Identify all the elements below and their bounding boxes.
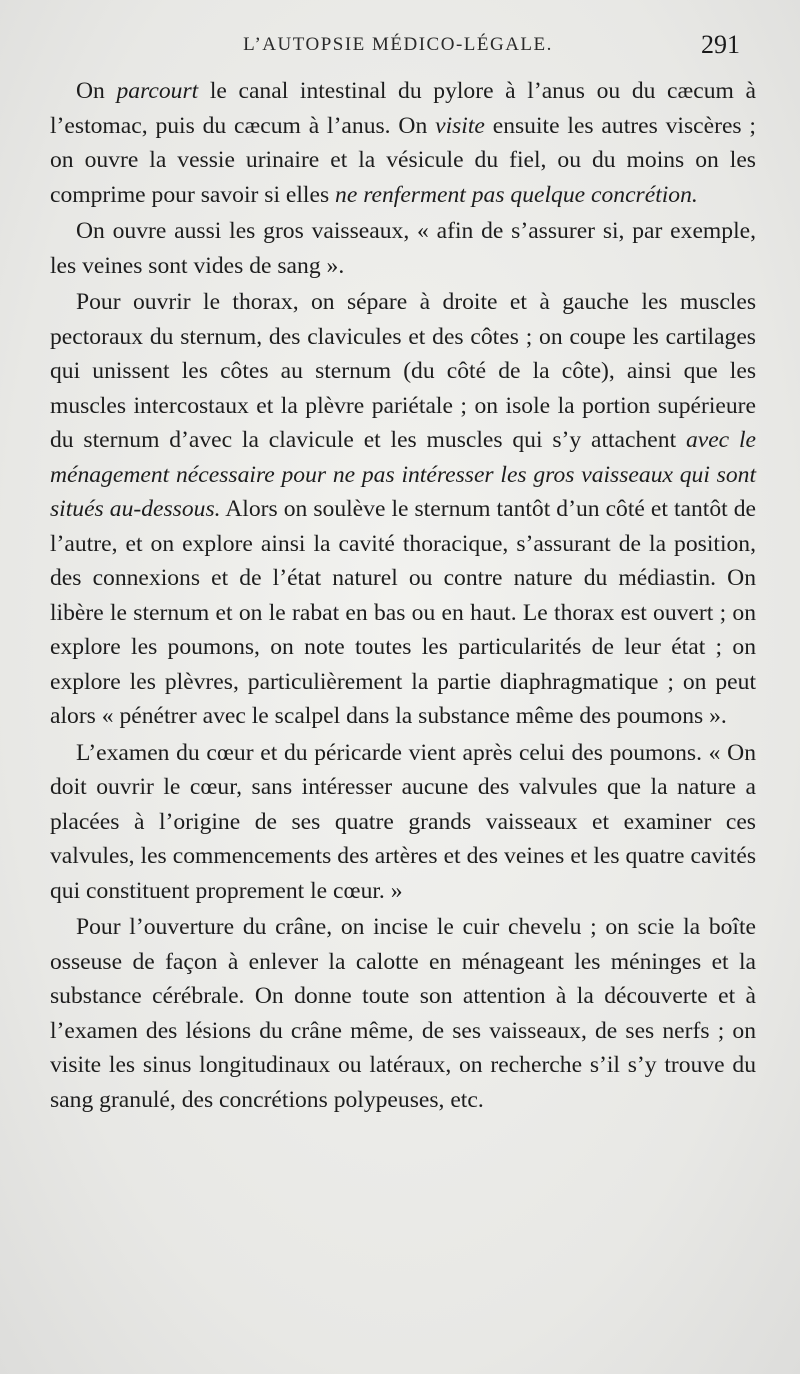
text-segment: Pour l’ouverture du crâne, on incise le cuir chevelu ; on scie la boîte osseuse de façon à enlever la calotte en ménageant les méninges et la substance cérébrale. On donne toute son attention à la découverte et à l’examen des lésions du crâne même, de ses vaisseaux, de ses nerfs ; on visite les sinus longitudinaux ou latéraux, on recherche s’il s’y trouve du sang granulé, des concrétions polypeuses, etc. xyxy=(50,914,756,1113)
text-segment: On xyxy=(76,78,117,104)
text-segment: L’examen du cœur et du péricarde vient après celui des poumons. « On doit ouvrir le cœur, sans intéresser aucune des valvules que la nature a placées à l’origine de ses quatre grands vaisseaux et examiner ces valvules, les commencements des artères et des veines et les quatre cavités qui constituent proprement le cœur. » xyxy=(50,739,756,904)
text-segment: On ouvre aussi les gros vaisseaux, « afin de s’assurer si, par exemple, les veines sont vides de sang ». xyxy=(50,218,756,279)
text-segment: Alors on soulève le sternum tantôt d’un côté et tantôt de l’autre, et on explore ainsi la cavité thoracique, s’assurant de la position, des connexions et de l’état naturel ou contre nature du médiastin. On libère le sternum et on le rabat en bas ou en haut. Le thorax est ouvert ; on explore les poumons, on note toutes les particularités de leur état ; on explore les plèvres, particulièrement la partie diaphragmatique ; on peut alors « pénétrer avec le scalpel dans la substance même des poumons ». xyxy=(50,496,756,729)
italic-text-segment: visite xyxy=(435,112,485,139)
body-text xyxy=(50,74,756,1117)
text-segment: ensuite les autres viscères ; on ouvre la vessie urinaire et la vésicule du fiel, ou du moins on les comprime pour savoir si elles xyxy=(50,112,756,208)
paragraph xyxy=(50,74,756,212)
paragraph xyxy=(50,910,756,1117)
paragraph xyxy=(50,214,756,283)
paragraph xyxy=(50,736,756,909)
italic-text-segment: parcourt xyxy=(116,78,199,104)
running-title: L’AUTOPSIE MÉDICO-LÉGALE. xyxy=(243,34,553,55)
page-header xyxy=(48,30,748,66)
italic-text-segment: avec le ménagement nécessaire pour ne pas intéresser les gros vaisseaux qui sont situés au-dessous. xyxy=(50,427,756,522)
text-segment: le canal intestinal du pylore à l’anus ou du cæcum à l’estomac, puis du cæcum à l’anus. On xyxy=(50,78,756,139)
italic-text-segment: ne renferment pas quelque concrétion. xyxy=(335,181,698,208)
text-segment: Pour ouvrir le thorax, on sépare à droite et à gauche les muscles pectoraux du sternum, des clavicules et des côtes ; on coupe les cartilages qui unissent les côtes au sternum (du côté de la côte), ainsi que les muscles intercostaux et la plèvre pariétale ; on isole la portion supérieure du sternum d’avec la clavicule et les muscles qui s’y attachent xyxy=(50,289,756,453)
page-number: 291 xyxy=(701,30,740,59)
paragraph xyxy=(50,285,756,734)
